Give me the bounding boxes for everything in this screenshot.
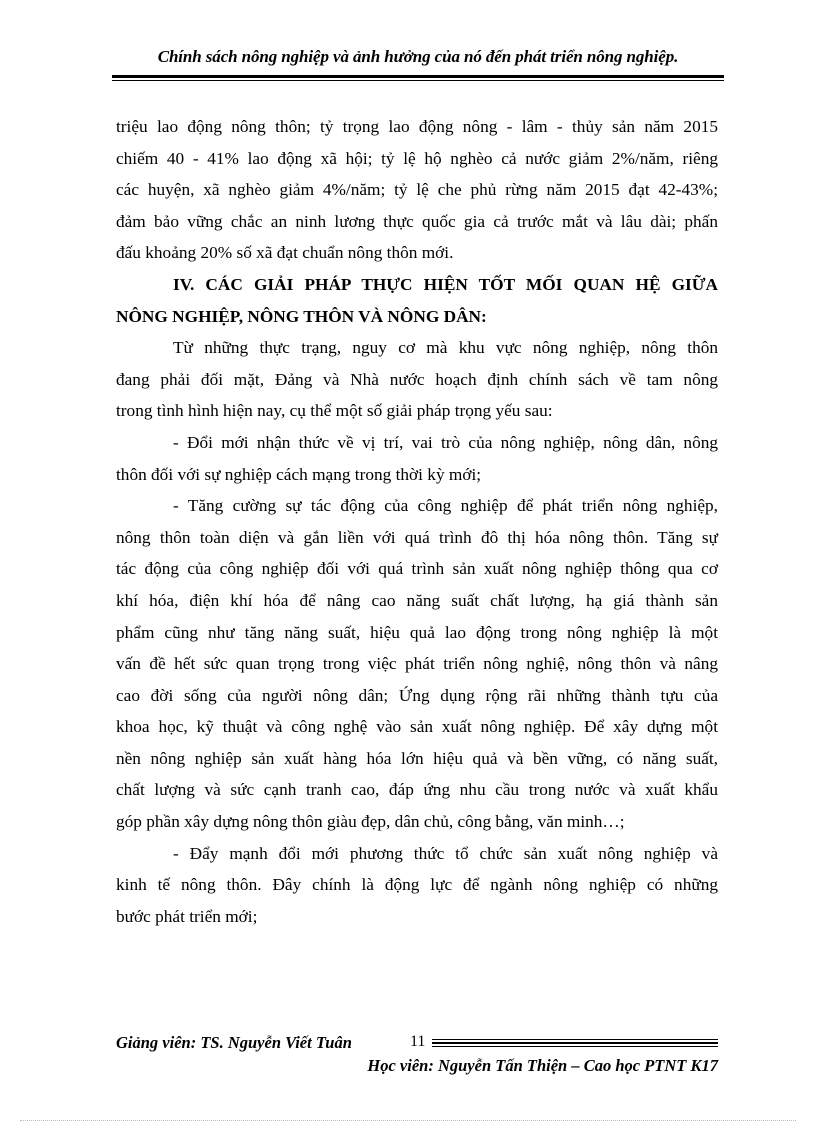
- text-line: vấn đề hết sức quan trọng trong việc phát triển nông nghiệ, nông thôn và nâng: [116, 654, 718, 674]
- header-rule-thin: [112, 80, 724, 81]
- page-bottom-edge: [20, 1120, 796, 1121]
- text-line: khoa học, kỹ thuật và công nghệ vào sản xuất nông nghiệp. Để xây dựng một: [116, 717, 718, 737]
- text-line: - Đổi mới nhận thức về vị trí, vai trò của nông nghiệp, nông dân, nông: [173, 432, 718, 452]
- paragraph-solution-1: [116, 427, 718, 490]
- text-line: đấu khoảng 20% số xã đạt chuẩn nông thôn mới.: [116, 243, 454, 263]
- text-line: trong tình hình hiện nay, cụ thể một số giải pháp trọng yếu sau:: [116, 401, 553, 421]
- footer-lecturer: Giảng viên: TS. Nguyễn Viết Tuân: [116, 1033, 352, 1052]
- text-line: tác động của công nghiệp đối với quá trình sản xuất nông nghiệp thông qua cơ: [116, 559, 718, 579]
- footer-student: Học viên: Nguyễn Tấn Thiện – Cao học PTNT K17: [367, 1056, 718, 1075]
- text-line: đảm bảo vững chắc an ninh lương thực quốc gia cả trước mắt và lâu dài; phấn: [116, 211, 718, 231]
- text-line: chiếm 40 - 41% lao động xã hội; tỷ lệ hộ nghèo cả nước giảm 2%/năm, riêng: [116, 148, 718, 168]
- paragraph-solution-3: [116, 838, 718, 933]
- text-line: nông thôn toàn diện và gắn liền với quá trình đô thị hóa nông thôn. Tăng sự: [116, 527, 718, 547]
- text-line: khí hóa, điện khí hóa để nâng cao năng suất chất lượng, hạ giá thành sản: [116, 590, 718, 610]
- section-heading: [116, 269, 718, 332]
- text-line: chất lượng và sức cạnh tranh cao, đáp ứng nhu cầu trong nước và xuất khẩu: [116, 780, 718, 800]
- text-line: cao đời sống của người nông dân; Ứng dụng rộng rãi những thành tựu của: [116, 685, 718, 705]
- text-line: thôn đối với sự nghiệp cách mạng trong thời kỳ mới;: [116, 464, 482, 484]
- paragraph-solution-2: [116, 490, 718, 838]
- text-line: phẩm cũng như tăng năng suất, hiệu quả lao động trong nông nghiệp là một: [116, 622, 718, 642]
- text-line: kinh tế nông thôn. Đây chính là động lực để ngành nông nghiệp có những: [116, 875, 718, 895]
- heading-line: NÔNG NGHIỆP, NÔNG THÔN VÀ NÔNG DÂN:: [116, 306, 487, 326]
- text-line: - Đẩy mạnh đổi mới phương thức tổ chức sản xuất nông nghiệp và: [173, 843, 718, 863]
- page-number: 11: [410, 1033, 426, 1050]
- text-line: triệu lao động nông thôn; tỷ trọng lao động nông - lâm - thủy sản năm 2015: [116, 117, 718, 136]
- text-line: đang phải đối mặt, Đảng và Nhà nước hoạch định chính sách về tam nông: [116, 369, 718, 389]
- text-line: bước phát triển mới;: [116, 906, 258, 926]
- paragraph-intro: [116, 332, 718, 427]
- document-body: [116, 111, 718, 932]
- text-line: các huyện, xã nghèo giảm 4%/năm; tỷ lệ che phủ rừng năm 2015 đạt 42-43%;: [116, 180, 718, 200]
- text-line: - Tăng cường sự tác động của công nghiệp để phát triển nông nghiệp,: [173, 496, 718, 516]
- footer-rule: [432, 1039, 718, 1049]
- header-title: Chính sách nông nghiệp và ảnh hưởng của nó đến phát triển nông nghiệp.: [157, 47, 679, 66]
- text-line: nền nông nghiệp sản xuất hàng hóa lớn hiệu quả và bền vững, có năng suất,: [116, 748, 718, 768]
- heading-line: IV. CÁC GIẢI PHÁP THỰC HIỆN TỐT MỐI QUAN HỆ GIỮA: [173, 274, 718, 294]
- header-rule-thick: [112, 75, 724, 78]
- paragraph-continuation: [116, 111, 718, 269]
- text-line: góp phần xây dựng nông thôn giàu đẹp, dân chủ, công bằng, văn minh…;: [116, 812, 625, 832]
- text-line: Từ những thực trạng, nguy cơ mà khu vực nông nghiệp, nông thôn: [173, 338, 718, 358]
